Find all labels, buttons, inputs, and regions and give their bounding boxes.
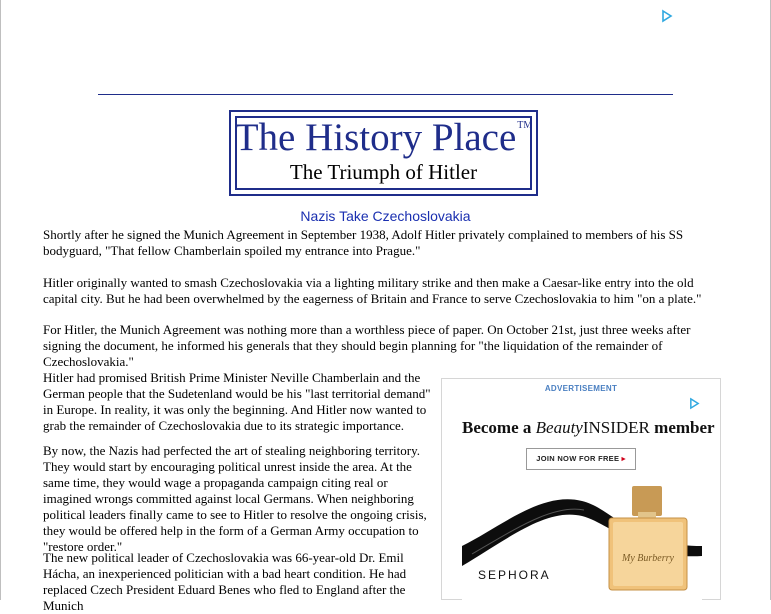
ad-headline-beauty: Beauty <box>535 418 583 437</box>
cta-arrow-icon: ▸ <box>621 454 626 463</box>
join-now-label: JOIN NOW FOR FREE <box>536 454 620 463</box>
paragraph-5: By now, the Nazis had perfected the art of stealing neighboring territory. They would start by encouraging political unrest inside the area. At the same time, they would wage a propaganda campaign citing real or imagined wrongs committed against local Germans. When neighboring political leaders finally came to see to Hitler to resolve the ongoing crisis, they would be offered help in the form of a German Army occupation to "restore order." <box>43 443 427 554</box>
logo-trademark: TM <box>517 120 533 131</box>
history-place-logo[interactable] <box>229 110 538 196</box>
perfume-bottle-label: My Burberry <box>622 553 674 564</box>
paragraph-1: Shortly after he signed the Munich Agreement in September 1938, Adolf Hitler privately complained to members of his SS bodyguard, "That fellow Chamberlain spoiled my entrance into Prague." <box>43 227 684 258</box>
perfume-cap <box>632 486 662 516</box>
ad-headline-insider: INSIDER <box>582 418 650 437</box>
logo-title-text: The History Place <box>234 116 517 159</box>
paragraph-6: The new political leader of Czechoslovakia was 66-year-old Dr. Emil Hácha, an inexperienced politician with a bad heart condition. He had replaced Czech President Eduard Benes who fled to England after the Munich <box>43 550 407 613</box>
page-title: Nazis Take Czechoslovakia <box>300 208 471 224</box>
header-divider <box>98 94 673 95</box>
ad-headline-post: member <box>649 418 715 437</box>
sephora-logo[interactable]: SEPHORA <box>478 568 551 582</box>
ad-headline-pre: Become a <box>462 418 536 437</box>
paragraph-4: Hitler had promised British Prime Minister Neville Chamberlain and the German people that the Sudetenland would be his "last territorial demand" in Europe. In reality, it was only the beginning. And Hitler now wanted to grab the remainder of Czechoslovakia due to its strategic importance. <box>43 370 431 433</box>
advertisement-label: ADVERTISEMENT <box>544 384 618 393</box>
page-left-border <box>0 0 1 600</box>
sephora-ad[interactable] <box>462 396 715 600</box>
paragraph-2: Hitler originally wanted to smash Czechoslovakia via a lighting military strike and then make a Caesar-like entry into the old capital city. But he had been overwhelmed by the eagerness of Britain and France to serve Czechoslovakia to him "on a plate." <box>43 275 702 306</box>
adchoices-icon[interactable] <box>661 10 673 22</box>
logo-subtitle: The Triumph of Hitler <box>289 160 478 184</box>
paragraph-3: For Hitler, the Munich Agreement was nothing more than a worthless piece of paper. On October 21st, just three weeks after signing the document, he informed his generals that they should begin planning for "the liquidation of the remainder of Czechoslovakia." <box>43 322 691 369</box>
